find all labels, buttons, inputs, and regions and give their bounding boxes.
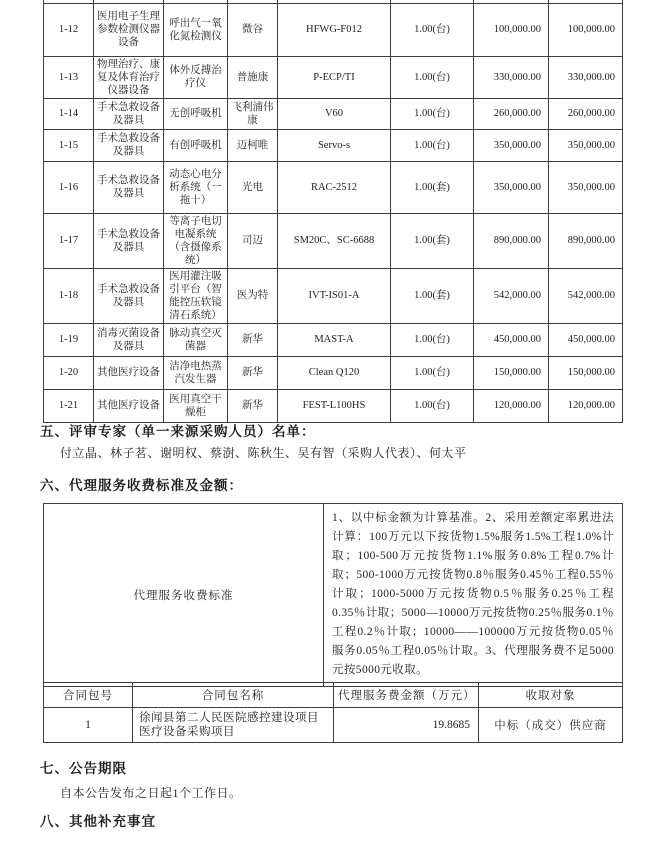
item-qty: 1.00(台) bbox=[391, 323, 474, 356]
item-model: FEST-L100HS bbox=[278, 389, 391, 422]
item-qty: 1.00(台) bbox=[391, 3, 474, 56]
fee-standard-table bbox=[43, 503, 623, 687]
fee-detail-table bbox=[43, 682, 623, 743]
item-qty: 1.00(台) bbox=[391, 129, 474, 161]
fee-payer: 中标（成交）供应商 bbox=[479, 708, 623, 743]
item-total-price: 150,000.00 bbox=[549, 356, 623, 389]
item-name: 洁净电热蒸汽发生器 bbox=[164, 356, 228, 389]
table-row bbox=[44, 129, 623, 161]
column-header-fee-amount: 代理服务费金额（万元） bbox=[334, 683, 479, 708]
item-unit-price: 890,000.00 bbox=[474, 213, 549, 268]
item-brand: 新华 bbox=[228, 356, 278, 389]
item-total-price: 450,000.00 bbox=[549, 323, 623, 356]
item-brand: 新华 bbox=[228, 323, 278, 356]
table-row bbox=[44, 213, 623, 268]
item-qty: 1.00(台) bbox=[391, 98, 474, 129]
table-row bbox=[44, 356, 623, 389]
item-unit-price: 542,000.00 bbox=[474, 268, 549, 323]
section7-heading: 七、公告期限 bbox=[40, 761, 127, 776]
item-name: 无创呼吸机 bbox=[164, 98, 228, 129]
item-name: 脉动真空灭菌器 bbox=[164, 323, 228, 356]
item-unit-price: 120,000.00 bbox=[474, 389, 549, 422]
table-row bbox=[44, 268, 623, 323]
package-name: 徐闻县第二人民医院感控建设项目医疗设备采购项目 bbox=[133, 708, 334, 743]
item-no: 1-19 bbox=[44, 323, 94, 356]
item-category: 医用电子生理参数检测仪器设备 bbox=[94, 3, 164, 56]
item-category: 手术急救设备及器具 bbox=[94, 98, 164, 129]
item-model: IVT-IS01-A bbox=[278, 268, 391, 323]
item-model: SM20C、SC-6688 bbox=[278, 213, 391, 268]
item-category: 手术急救设备及器具 bbox=[94, 129, 164, 161]
section5-expert-names: 付立晶、林子茗、谢明权、蔡澍、陈秋生、吴有智（采购人代表）、何太平 bbox=[60, 446, 467, 460]
item-total-price: 542,000.00 bbox=[549, 268, 623, 323]
item-total-price: 260,000.00 bbox=[549, 98, 623, 129]
item-total-price: 330,000.00 bbox=[549, 56, 623, 98]
item-no: 1-21 bbox=[44, 389, 94, 422]
item-model: HFWG-F012 bbox=[278, 3, 391, 56]
item-category: 其他医疗设备 bbox=[94, 356, 164, 389]
item-brand: 迈柯唯 bbox=[228, 129, 278, 161]
item-qty: 1.00(套) bbox=[391, 268, 474, 323]
section6-heading: 六、代理服务收费标准及金额： bbox=[40, 478, 243, 493]
item-qty: 1.00(套) bbox=[391, 213, 474, 268]
item-qty: 1.00(台) bbox=[391, 389, 474, 422]
item-brand: 司迈 bbox=[228, 213, 278, 268]
section5-heading: 五、评审专家（单一来源采购人员）名单： bbox=[40, 424, 316, 439]
item-name: 医用真空干燥柜 bbox=[164, 389, 228, 422]
item-model: Servo-s bbox=[278, 129, 391, 161]
fee-amount: 19.8685 bbox=[334, 708, 479, 743]
table-header-row bbox=[44, 683, 623, 708]
table-row bbox=[44, 708, 623, 743]
column-header-package-name: 合同包名称 bbox=[133, 683, 334, 708]
item-qty: 1.00(台) bbox=[391, 56, 474, 98]
item-total-price: 100,000.00 bbox=[549, 3, 623, 56]
item-no: 1-14 bbox=[44, 98, 94, 129]
table-row bbox=[44, 323, 623, 356]
section7-body: 自本公告发布之日起1个工作日。 bbox=[60, 786, 242, 800]
item-no: 1-17 bbox=[44, 213, 94, 268]
item-category: 物理治疗、康复及体育治疗仪器设备 bbox=[94, 56, 164, 98]
items-table bbox=[43, 0, 623, 423]
fee-standard-text: 1、以中标金额为计算基准。2、采用差额定率累进法计算：100万元以下按货物1.5%服务1.5%工程1.0%计取；100-500万元按货物1.1%服务0.8%工程0.7%计取；500-1000万元按货物0.8％服务0.45％工程0.55％计取；1000-5000万元按货物0.5％服务0.25％工程0.35％计取；5000—10000万元按货物0.25％服务0.1％工程0.2％计取；10000——100000万元按货物0.05％服务0.05％工程0.05％计取。3、代理服务费不足5000元按5000元收取。 bbox=[324, 504, 623, 687]
item-brand: 光电 bbox=[228, 161, 278, 213]
item-unit-price: 100,000.00 bbox=[474, 3, 549, 56]
item-brand: 普施康 bbox=[228, 56, 278, 98]
item-category: 其他医疗设备 bbox=[94, 389, 164, 422]
item-no: 1-16 bbox=[44, 161, 94, 213]
item-no: 1-13 bbox=[44, 56, 94, 98]
table-row bbox=[44, 56, 623, 98]
table-row bbox=[44, 3, 623, 56]
item-model: MAST-A bbox=[278, 323, 391, 356]
item-unit-price: 350,000.00 bbox=[474, 129, 549, 161]
item-unit-price: 330,000.00 bbox=[474, 56, 549, 98]
item-category: 手术急救设备及器具 bbox=[94, 268, 164, 323]
item-total-price: 350,000.00 bbox=[549, 129, 623, 161]
item-brand: 医为特 bbox=[228, 268, 278, 323]
fee-standard-label: 代理服务收费标准 bbox=[44, 504, 324, 687]
item-category: 手术急救设备及器具 bbox=[94, 161, 164, 213]
item-no: 1-15 bbox=[44, 129, 94, 161]
item-name: 有创呼吸机 bbox=[164, 129, 228, 161]
table-row bbox=[44, 98, 623, 129]
column-header-package-no: 合同包号 bbox=[44, 683, 133, 708]
item-total-price: 890,000.00 bbox=[549, 213, 623, 268]
item-unit-price: 260,000.00 bbox=[474, 98, 549, 129]
table-row bbox=[44, 161, 623, 213]
item-name: 体外反搏治疗仪 bbox=[164, 56, 228, 98]
item-unit-price: 450,000.00 bbox=[474, 323, 549, 356]
item-brand: 微谷 bbox=[228, 3, 278, 56]
table-row bbox=[44, 389, 623, 422]
item-name: 呼出气一氧化氮检测仪 bbox=[164, 3, 228, 56]
item-unit-price: 150,000.00 bbox=[474, 356, 549, 389]
item-no: 1-20 bbox=[44, 356, 94, 389]
table-row bbox=[44, 504, 623, 687]
item-no: 1-18 bbox=[44, 268, 94, 323]
item-unit-price: 350,000.00 bbox=[474, 161, 549, 213]
item-brand: 飞利浦伟康 bbox=[228, 98, 278, 129]
item-category: 消毒灭菌设备及器具 bbox=[94, 323, 164, 356]
section8-heading: 八、其他补充事宜 bbox=[40, 814, 156, 829]
item-name: 医用灌注吸引平台（智能控压软镜清石系统） bbox=[164, 268, 228, 323]
item-total-price: 350,000.00 bbox=[549, 161, 623, 213]
item-category: 手术急救设备及器具 bbox=[94, 213, 164, 268]
package-no: 1 bbox=[44, 708, 133, 743]
column-header-payer: 收取对象 bbox=[479, 683, 623, 708]
item-model: P-ECP/TI bbox=[278, 56, 391, 98]
item-model: V60 bbox=[278, 98, 391, 129]
item-no: 1-12 bbox=[44, 3, 94, 56]
item-name: 等离子电切电凝系统（含摄像系统） bbox=[164, 213, 228, 268]
item-name: 动态心电分析系统（一拖十） bbox=[164, 161, 228, 213]
item-model: RAC-2512 bbox=[278, 161, 391, 213]
item-qty: 1.00(台) bbox=[391, 356, 474, 389]
item-model: Clean Q120 bbox=[278, 356, 391, 389]
item-brand: 新华 bbox=[228, 389, 278, 422]
item-total-price: 120,000.00 bbox=[549, 389, 623, 422]
item-qty: 1.00(套) bbox=[391, 161, 474, 213]
